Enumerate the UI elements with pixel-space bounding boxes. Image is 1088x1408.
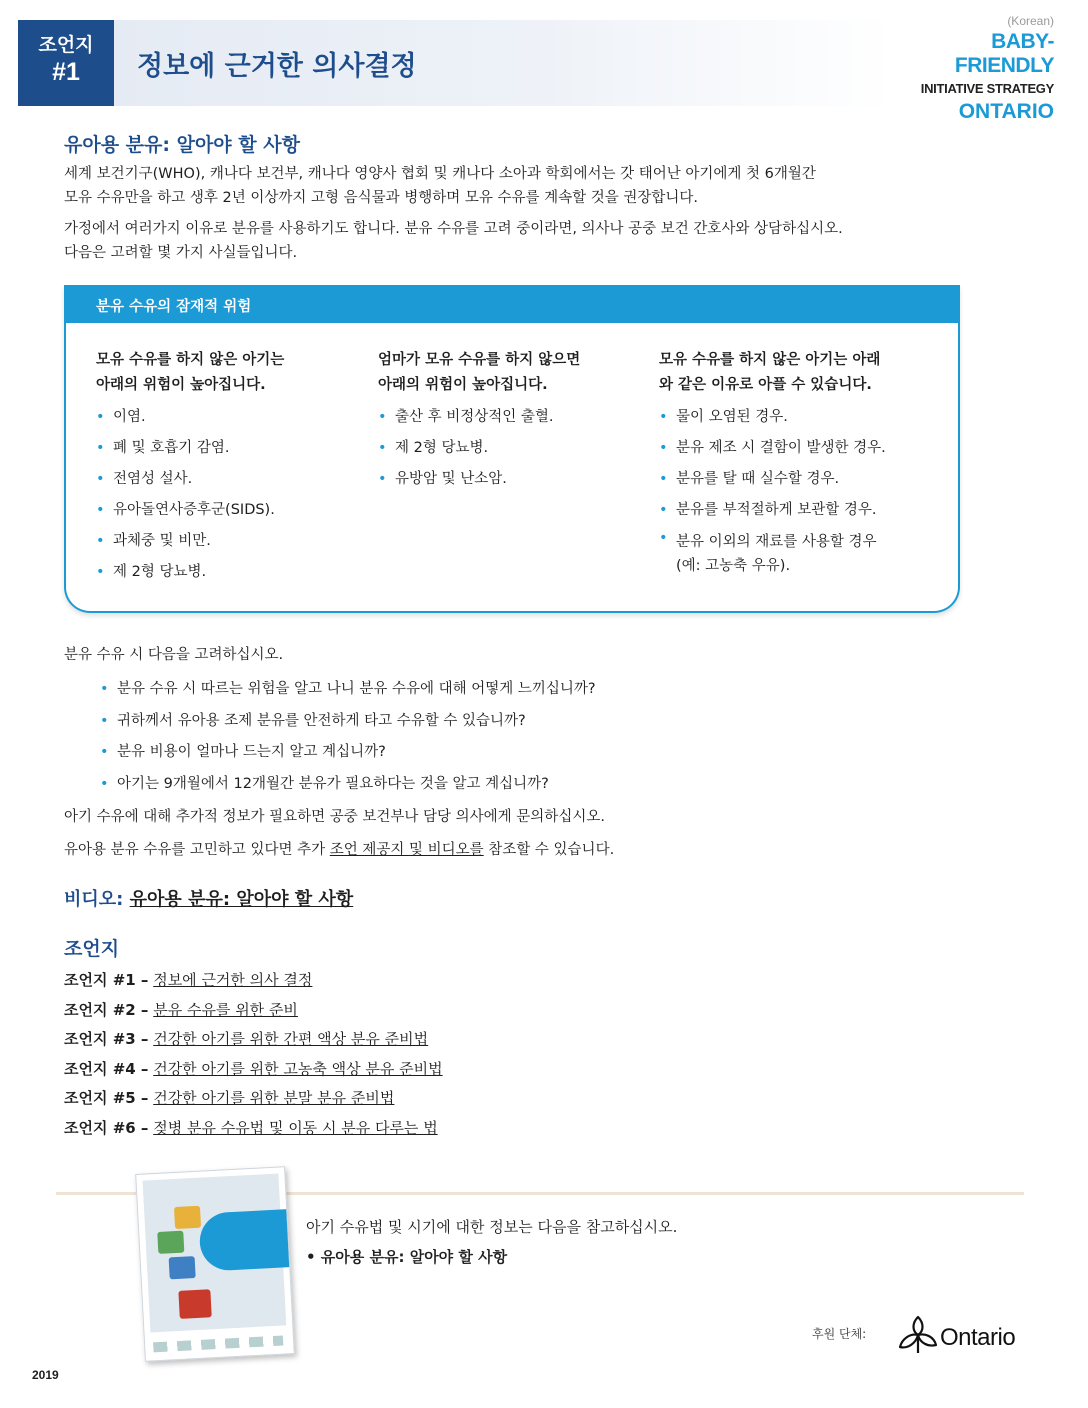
logo-line-1: BABY-FRIENDLY <box>954 30 1054 77</box>
tip-item <box>64 996 443 1026</box>
risk-item: • 제 2형 당뇨병. <box>378 433 628 464</box>
logo-language: (Korean) <box>1007 14 1054 28</box>
tip-link[interactable]: 정보에 근거한 의사 결정 <box>153 971 313 989</box>
risk-list <box>96 402 346 588</box>
intro-p1-line1: 세계 보건기구(WHO), 캐나다 보건부, 캐나다 영양사 협회 및 캐나다 소아과 학회에서는 갓 태어난 아기에게 첫 6개월간 <box>64 166 816 182</box>
tip-number: 조언지 #1 – <box>64 971 149 989</box>
risk-heading-line: 아래의 위험이 높아집니다. <box>378 377 548 393</box>
consider-list <box>100 674 596 800</box>
consider-after-2-pre: 유아용 분유 수유를 고민하고 있다면 추가 <box>64 842 330 858</box>
risk-item: • 과체중 및 비만. <box>96 526 346 557</box>
intro-paragraph-1 <box>64 162 974 210</box>
risk-item: • 이염. <box>96 402 346 433</box>
tip-number: 조언지 #5 – <box>64 1089 149 1107</box>
trillium-icon <box>898 1313 938 1357</box>
booklet-block-red <box>178 1289 211 1319</box>
booklet-footer-logos <box>153 1336 283 1353</box>
reference-item[interactable]: • 유아용 분유: 알아야 할 사항 <box>306 1248 508 1266</box>
intro-paragraph-2 <box>64 217 974 265</box>
ontario-wordmark: Ontario <box>940 1324 1016 1351</box>
tips-list <box>64 966 443 1143</box>
consider-item: • 귀하께서 유아용 조제 분유를 안전하게 타고 수유할 수 있습니까? <box>100 706 596 738</box>
tip-number: 조언지 #3 – <box>64 1030 149 1048</box>
risk-column-heading <box>378 348 628 398</box>
risk-item: • 물이 오염된 경우. <box>659 402 939 433</box>
booklet-cover-image[interactable] <box>135 1166 295 1362</box>
risk-item: • 폐 및 호흡기 감염. <box>96 433 346 464</box>
risk-column-baby <box>96 348 346 588</box>
tips-heading: 조언지 <box>64 938 120 960</box>
risk-item-line: (예: 고농축 우유). <box>676 558 791 574</box>
risk-heading-line: 모유 수유를 하지 않은 아기는 아래 <box>659 352 881 368</box>
tip-item <box>64 1055 443 1085</box>
tip-item <box>64 966 443 996</box>
intro-p1-line2: 모유 수유만을 하고 생후 2년 이상까지 고형 음식물과 병행하며 모유 수유를 계속할 것을 권장합니다. <box>64 190 699 206</box>
risk-heading-line: 엄마가 모유 수유를 하지 않으면 <box>378 352 581 368</box>
risk-item: • 분유를 탈 때 실수할 경우. <box>659 464 939 495</box>
tip-number: 조언지 #2 – <box>64 1000 149 1019</box>
booklet-title-blob <box>198 1209 294 1272</box>
tip-number: 조언지 #6 – <box>64 1118 149 1137</box>
tip-item <box>64 1114 443 1144</box>
intro-p2-line1: 가정에서 여러가지 이유로 분유를 사용하기도 합니다. 분유 수유를 고려 중이라면, 의사나 공중 보건 간호사와 상담하십시오. <box>64 221 843 237</box>
video-line <box>64 885 353 911</box>
tip-link[interactable]: 건강한 아기를 위한 간편 액상 분유 준비법 <box>153 1030 429 1048</box>
reference-intro: 아기 수유법 및 시기에 대한 정보는 다음을 참고하십시오. <box>306 1218 678 1236</box>
page-title: 정보에 근거한 의사결정 <box>137 51 417 82</box>
tip-badge-number: #1 <box>52 58 80 86</box>
consider-after-1: 아기 수유에 대해 추가적 정보가 필요하면 공중 보건부나 담당 의사에게 문의하십시오. <box>64 809 605 825</box>
risk-item: • 출산 후 비정상적인 출혈. <box>378 402 628 433</box>
booklet-block-green <box>157 1231 184 1254</box>
risk-item <box>659 526 939 578</box>
risk-item: • 분유를 부적절하게 보관할 경우. <box>659 495 939 526</box>
risk-heading-line: 와 같은 이유로 아플 수 있습니다. <box>659 377 872 393</box>
reference-block <box>306 1212 677 1272</box>
risk-item: • 분유 제조 시 결함이 발생한 경우. <box>659 433 939 464</box>
video-link[interactable]: 유아용 분유: 알아야 할 사항 <box>129 889 354 910</box>
video-label: 비디오: <box>64 889 124 910</box>
risk-box-title: 분유 수유의 잠재적 위험 <box>64 285 960 323</box>
consider-after-2-post: 참조할 수 있습니다. <box>483 842 615 858</box>
risk-heading-line: 아래의 위험이 높아집니다. <box>96 377 266 393</box>
booklet-block-yellow <box>174 1206 201 1229</box>
tip-badge <box>18 20 114 106</box>
tip-link[interactable]: 분유 수유를 위한 준비 <box>153 1000 298 1019</box>
tip-badge-label: 조언지 <box>38 34 94 56</box>
tip-link[interactable]: 젖병 분유 수유법 및 이동 시 분유 다루는 법 <box>153 1118 438 1137</box>
logo-line-3: ONTARIO <box>958 100 1054 123</box>
ontario-logo <box>898 1313 1028 1357</box>
risk-list <box>378 402 628 495</box>
risk-column-mother <box>378 348 628 495</box>
bfi-ontario-logo <box>918 14 1054 124</box>
tip-number: 조언지 #4 – <box>64 1059 149 1078</box>
risk-heading-line: 모유 수유를 하지 않은 아기는 <box>96 352 285 368</box>
sponsor-label: 후원 단체: <box>812 1327 867 1341</box>
tip-link[interactable]: 건강한 아기를 위한 분말 분유 준비법 <box>153 1089 395 1107</box>
risk-column-illness <box>659 348 939 578</box>
consider-item: • 분유 비용이 얼마나 드는지 알고 계십니까? <box>100 737 596 769</box>
tips-videos-link[interactable]: 조언 제공지 및 비디오를 <box>329 842 484 858</box>
risk-column-heading <box>659 348 939 398</box>
risk-item: • 유아돌연사증후군(SIDS). <box>96 495 346 526</box>
tip-item <box>64 1084 443 1114</box>
risk-item-line: • 분유 이외의 재료를 사용할 경우 <box>676 534 877 550</box>
tip-link[interactable]: 건강한 아기를 위한 고농축 액상 분유 준비법 <box>153 1059 443 1078</box>
publication-year: 2019 <box>32 1368 59 1382</box>
risk-item: • 제 2형 당뇨병. <box>96 557 346 588</box>
risk-list <box>659 402 939 578</box>
consider-item: • 분유 수유 시 따르는 위험을 알고 나니 분유 수유에 대해 어떻게 느끼십니까? <box>100 674 596 706</box>
booklet-block-blue <box>169 1256 196 1279</box>
consider-after-2 <box>64 838 974 862</box>
consider-item: • 아기는 9개월에서 12개월간 분유가 필요하다는 것을 알고 계십니까? <box>100 769 596 801</box>
risk-column-heading <box>96 348 346 398</box>
risk-item: • 전염성 설사. <box>96 464 346 495</box>
intro-heading: 유아용 분유: 알아야 할 사항 <box>64 134 300 156</box>
consider-lead: 분유 수유 시 다음을 고려하십시오. <box>64 647 284 663</box>
tip-item <box>64 1025 443 1055</box>
logo-line-2: INITIATIVE STRATEGY <box>920 81 1054 96</box>
intro-p2-line2: 다음은 고려할 몇 가지 사실들입니다. <box>64 245 298 261</box>
risk-item: • 유방암 및 난소암. <box>378 464 628 495</box>
